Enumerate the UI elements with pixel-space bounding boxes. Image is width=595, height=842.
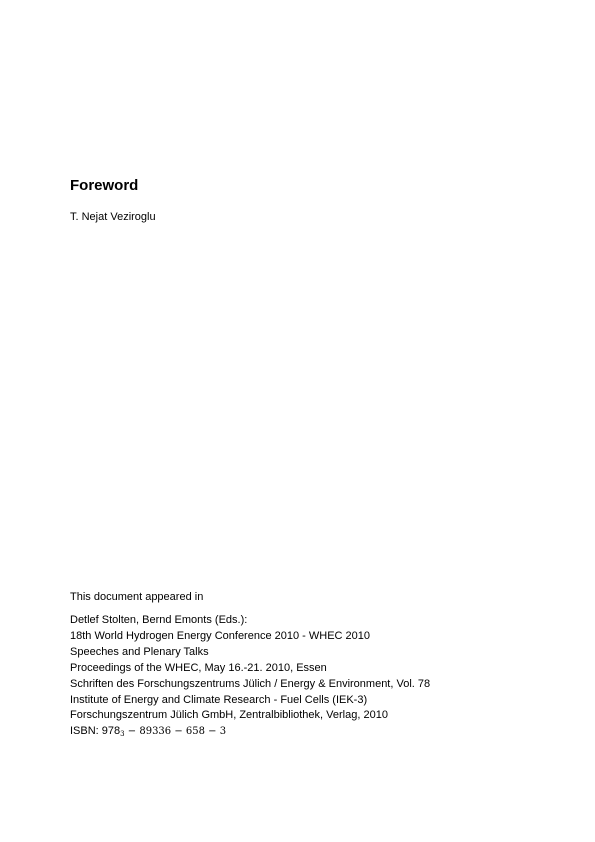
appeared-in-label: This document appeared in [70, 591, 204, 603]
citation-series: Schriften des Forschungszentrums Jülich / Energy & Environment, Vol. 78 [70, 677, 431, 690]
citation-proceedings: Proceedings of the WHEC, May 16.-21. 2010, Essen [70, 661, 327, 674]
citation-conference: 18th World Hydrogen Energy Conference 2010 - WHEC 2010 [70, 629, 371, 642]
citation-institute: Institute of Energy and Climate Research - Fuel Cells (IEK-3) [70, 693, 368, 706]
isbn-label: ISBN: 978 [70, 725, 121, 738]
isbn-rest: − 89336 − 658 − 3 [124, 726, 227, 738]
citation-volume-title: Speeches and Plenary Talks [70, 645, 209, 658]
page-title: Foreword [70, 177, 139, 194]
citation-editors: Detlef Stolten, Bernd Emonts (Eds.): [70, 614, 248, 626]
citation-block [70, 613, 430, 743]
author-name: T. Nejat Veziroglu [70, 211, 156, 223]
isbn-subscript: 3 [120, 730, 125, 739]
citation-isbn [70, 724, 430, 743]
citation-publisher: Forschungszentrum Jülich GmbH, Zentralbibliothek, Verlag, 2010 [70, 709, 388, 722]
